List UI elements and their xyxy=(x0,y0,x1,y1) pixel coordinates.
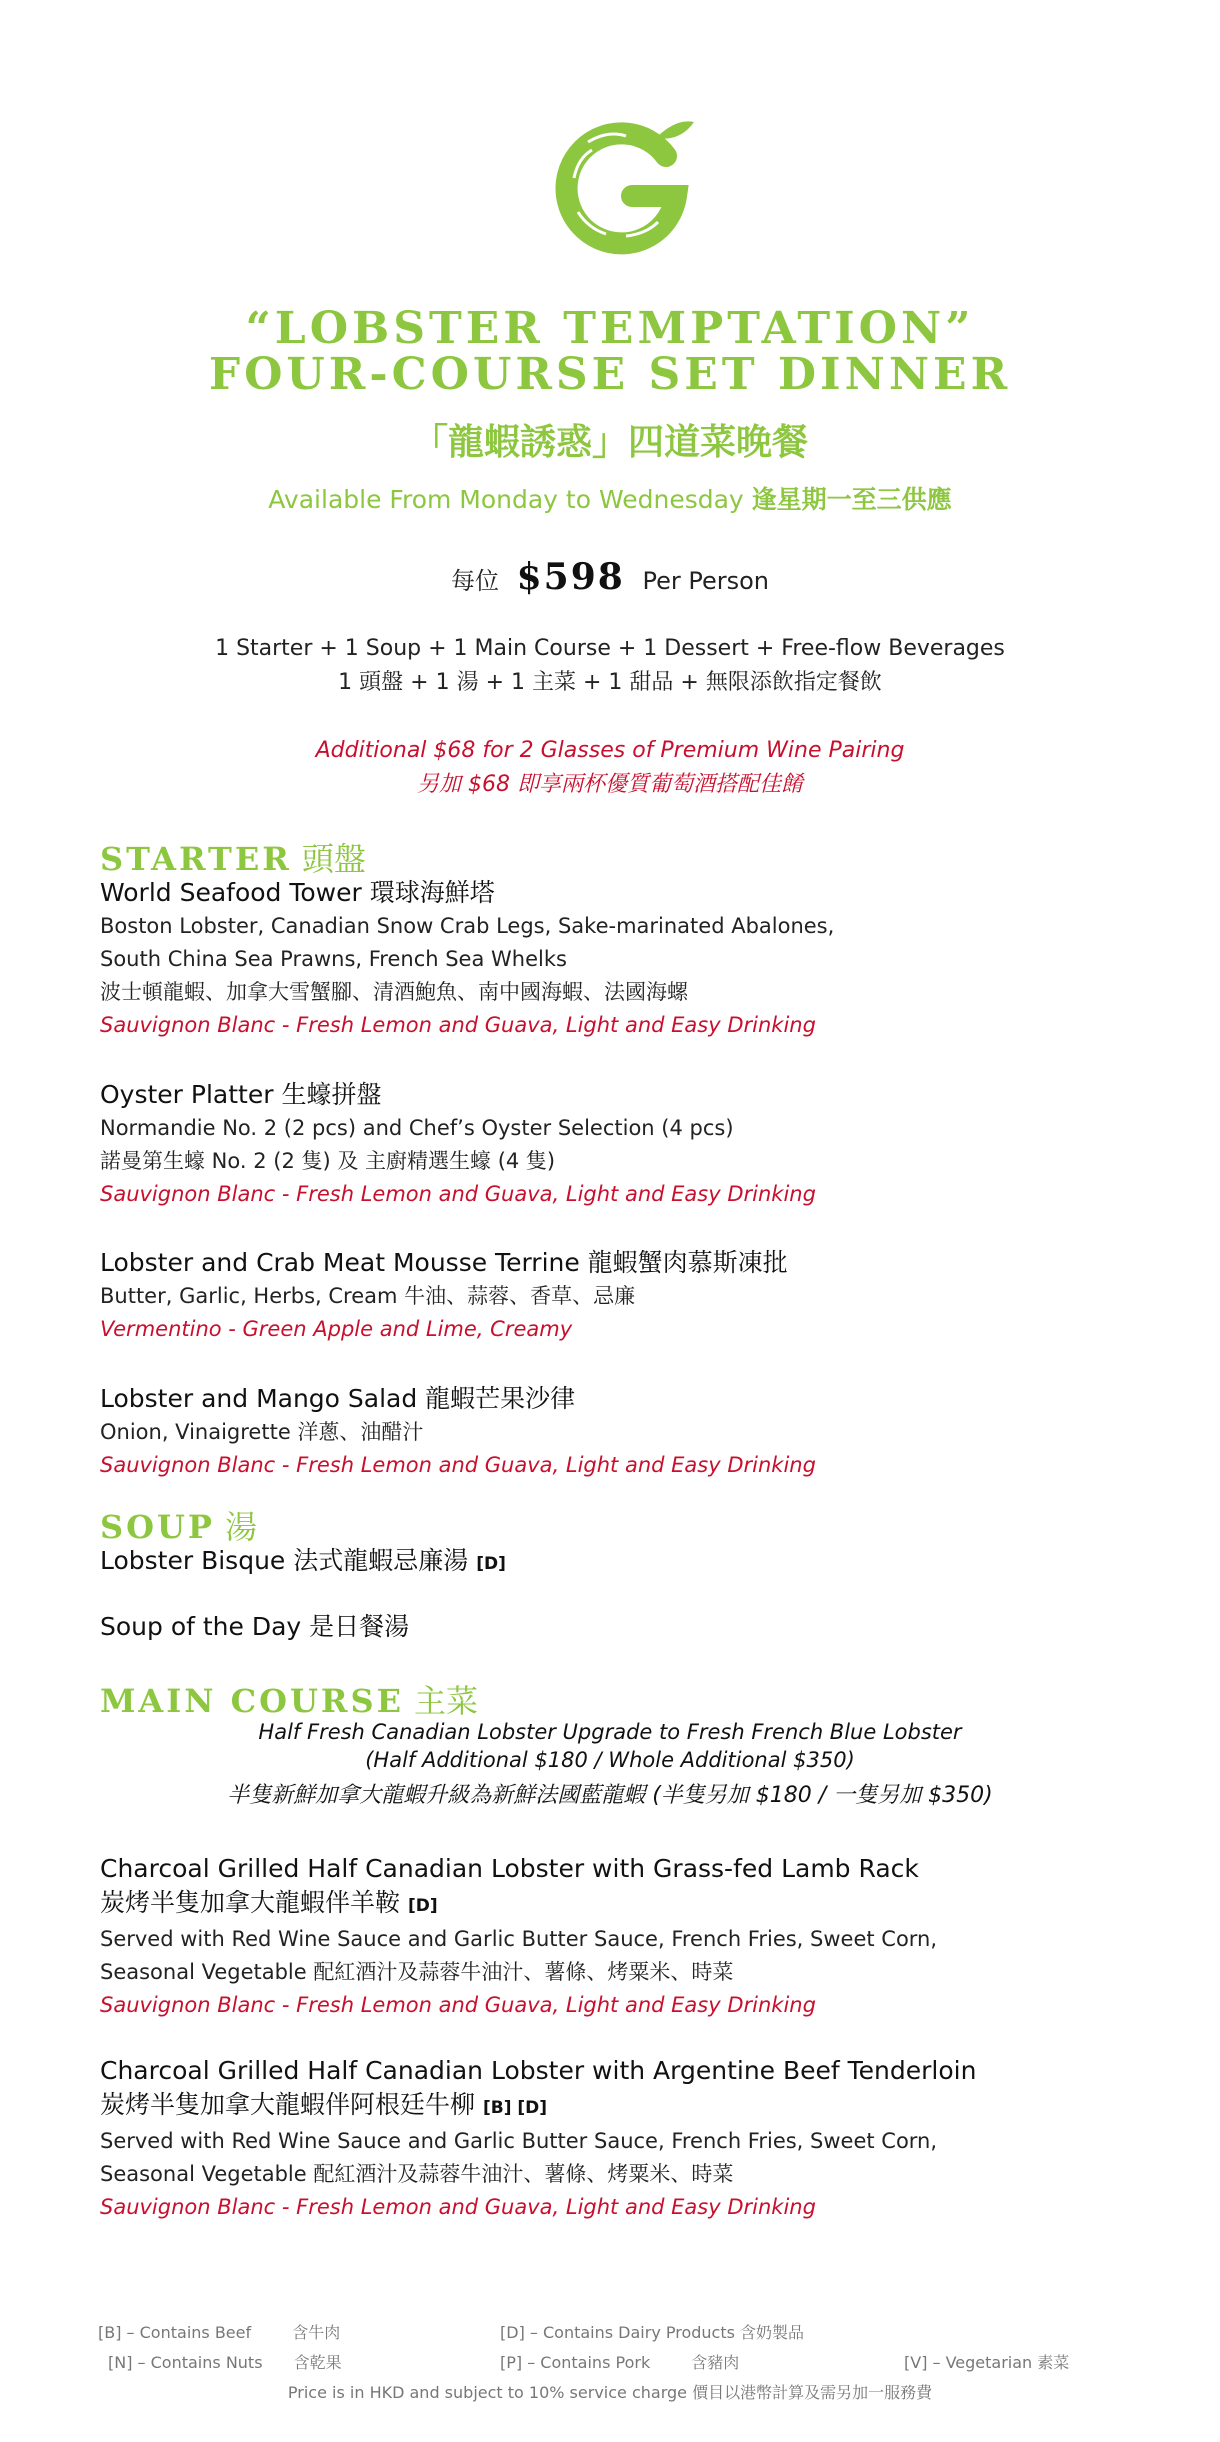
allergen-tag: [D] xyxy=(407,1896,438,1916)
starter-item-mousse-terrine xyxy=(100,1246,1120,1346)
section-starter-title: STARTER 頭盤 xyxy=(100,840,366,878)
dish-name: Charcoal Grilled Half Canadian Lobster with Grass-fed Lamb Rack xyxy=(100,1854,919,1883)
dish-desc: Onion, Vinaigrette 洋蔥、油醋汁 xyxy=(100,1420,424,1444)
section-soup-title: SOUP 湯 xyxy=(100,1508,257,1546)
wine-pairing: Vermentino - Green Apple and Lime, Creamy xyxy=(100,1317,573,1341)
soup-item-soup-of-day: Soup of the Day 是日餐湯 xyxy=(100,1612,410,1641)
dish-desc: Seasonal Vegetable 配紅酒汁及蒜蓉牛油汁、薯條、烤粟米、時菜 xyxy=(100,1960,734,1984)
starter-item-seafood-tower xyxy=(100,876,1120,1042)
dish-desc: Butter, Garlic, Herbs, Cream 牛油、蒜蓉、香草、忌廉 xyxy=(100,1284,636,1308)
price-suffix: Per Person xyxy=(642,567,769,595)
dish-name: World Seafood Tower 環球海鮮塔 xyxy=(100,878,495,907)
dish-desc: South China Sea Prawns, French Sea Whelks xyxy=(100,947,567,971)
g-leaf-logo-icon xyxy=(548,108,698,258)
set-composition-en: 1 Starter + 1 Soup + 1 Main Course + 1 Dessert + Free-flow Beverages xyxy=(215,636,1005,661)
dish-desc-zh: 波士頓龍蝦、加拿大雪蟹腳、清酒鮑魚、南中國海蝦、法國海螺 xyxy=(100,980,688,1004)
dish-name: Oyster Platter 生蠔拼盤 xyxy=(100,1080,382,1109)
dish-name-zh: 炭烤半隻加拿大龍蝦伴羊鞍 [D] xyxy=(100,1888,438,1917)
title-line-1: “LOBSTER TEMPTATION” xyxy=(245,303,975,354)
title-line-2: FOUR-COURSE SET DINNER xyxy=(208,349,1012,400)
availability xyxy=(0,480,1220,516)
dish-name-zh: 炭烤半隻加拿大龍蝦伴阿根廷牛柳 [B] [D] xyxy=(100,2090,548,2119)
price-value: $598 xyxy=(516,556,625,598)
main-item-beef-tenderloin xyxy=(100,2054,1120,2224)
starter-item-mango-salad xyxy=(100,1382,1120,1482)
legend-pork: [P] – Contains Pork 含豬肉 xyxy=(500,2353,740,2372)
availability-zh: 逢星期一至三供應 xyxy=(751,485,952,514)
set-composition-zh: 1 頭盤 + 1 湯 + 1 主菜 + 1 甜品 + 無限添飲指定餐飲 xyxy=(338,670,882,695)
dish-desc-zh: 諾曼第生蠔 No. 2 (2 隻) 及 主廚精選生蠔 (4 隻) xyxy=(100,1149,556,1173)
starter-item-oyster-platter xyxy=(100,1078,1120,1211)
legend-vegetarian: [V] – Vegetarian 素菜 xyxy=(904,2353,1070,2372)
allergen-tag: [B] [D] xyxy=(482,2098,548,2118)
dish-desc: Normandie No. 2 (2 pcs) and Chef’s Oyster Selection (4 pcs) xyxy=(100,1116,734,1140)
main-item-lamb-rack xyxy=(100,1852,1120,2022)
dish-name: Charcoal Grilled Half Canadian Lobster with Argentine Beef Tenderloin xyxy=(100,2056,977,2085)
wine-pairing: Sauvignon Blanc - Fresh Lemon and Guava, Light and Easy Drinking xyxy=(100,2195,816,2219)
allergen-tag: [D] xyxy=(476,1554,506,1574)
dish-name: Lobster and Crab Meat Mousse Terrine 龍蝦蟹肉慕斯凍批 xyxy=(100,1248,788,1277)
legend-dairy: [D] – Contains Dairy Products 含奶製品 xyxy=(500,2323,805,2342)
dish-name: Lobster and Mango Salad 龍蝦芒果沙律 xyxy=(100,1384,576,1413)
upgrade-note-en-2: (Half Additional $180 / Whole Additional $350) xyxy=(365,1748,855,1772)
soup-item-lobster-bisque: Lobster Bisque 法式龍蝦忌廉湯 [D] xyxy=(100,1546,506,1575)
wine-offer-en: Additional $68 for 2 Glasses of Premium Wine Pairing xyxy=(315,738,905,763)
service-charge-note: Price is in HKD and subject to 10% service charge 價目以港幣計算及需另加一服務費 xyxy=(287,2383,933,2402)
wine-offer-zh: 另加 $68 即享兩杯優質葡萄酒搭配佳餚 xyxy=(417,772,803,797)
legend-beef: [B] – Contains Beef 含牛肉 xyxy=(98,2323,341,2342)
availability-en: Available From Monday to Wednesday xyxy=(268,485,744,514)
title-chinese: 「龍蝦誘惑」四道菜晚餐 xyxy=(411,422,808,463)
wine-pairing: Sauvignon Blanc - Fresh Lemon and Guava, Light and Easy Drinking xyxy=(100,1453,816,1477)
upgrade-note-zh: 半隻新鮮加拿大龍蝦升級為新鮮法國藍龍蝦 (半隻另加 $180 / 一隻另加 $350) xyxy=(227,1783,993,1808)
section-main-title: MAIN COURSE 主菜 xyxy=(100,1682,478,1720)
upgrade-note-en-1: Half Fresh Canadian Lobster Upgrade to Fresh French Blue Lobster xyxy=(258,1720,962,1744)
dish-desc: Seasonal Vegetable 配紅酒汁及蒜蓉牛油汁、薯條、烤粟米、時菜 xyxy=(100,2162,734,2186)
price-line xyxy=(0,556,1220,598)
wine-pairing: Sauvignon Blanc - Fresh Lemon and Guava, Light and Easy Drinking xyxy=(100,1182,816,1206)
dish-desc: Served with Red Wine Sauce and Garlic Butter Sauce, French Fries, Sweet Corn, xyxy=(100,1927,938,1951)
wine-pairing: Sauvignon Blanc - Fresh Lemon and Guava, Light and Easy Drinking xyxy=(100,1013,816,1037)
dish-desc: Boston Lobster, Canadian Snow Crab Legs, Sake-marinated Abalones, xyxy=(100,914,835,938)
dish-desc: Served with Red Wine Sauce and Garlic Butter Sauce, French Fries, Sweet Corn, xyxy=(100,2129,938,2153)
price-prefix: 每位 xyxy=(450,567,499,595)
wine-pairing: Sauvignon Blanc - Fresh Lemon and Guava, Light and Easy Drinking xyxy=(100,1993,816,2017)
legend-nuts: [N] – Contains Nuts 含乾果 xyxy=(108,2353,342,2372)
